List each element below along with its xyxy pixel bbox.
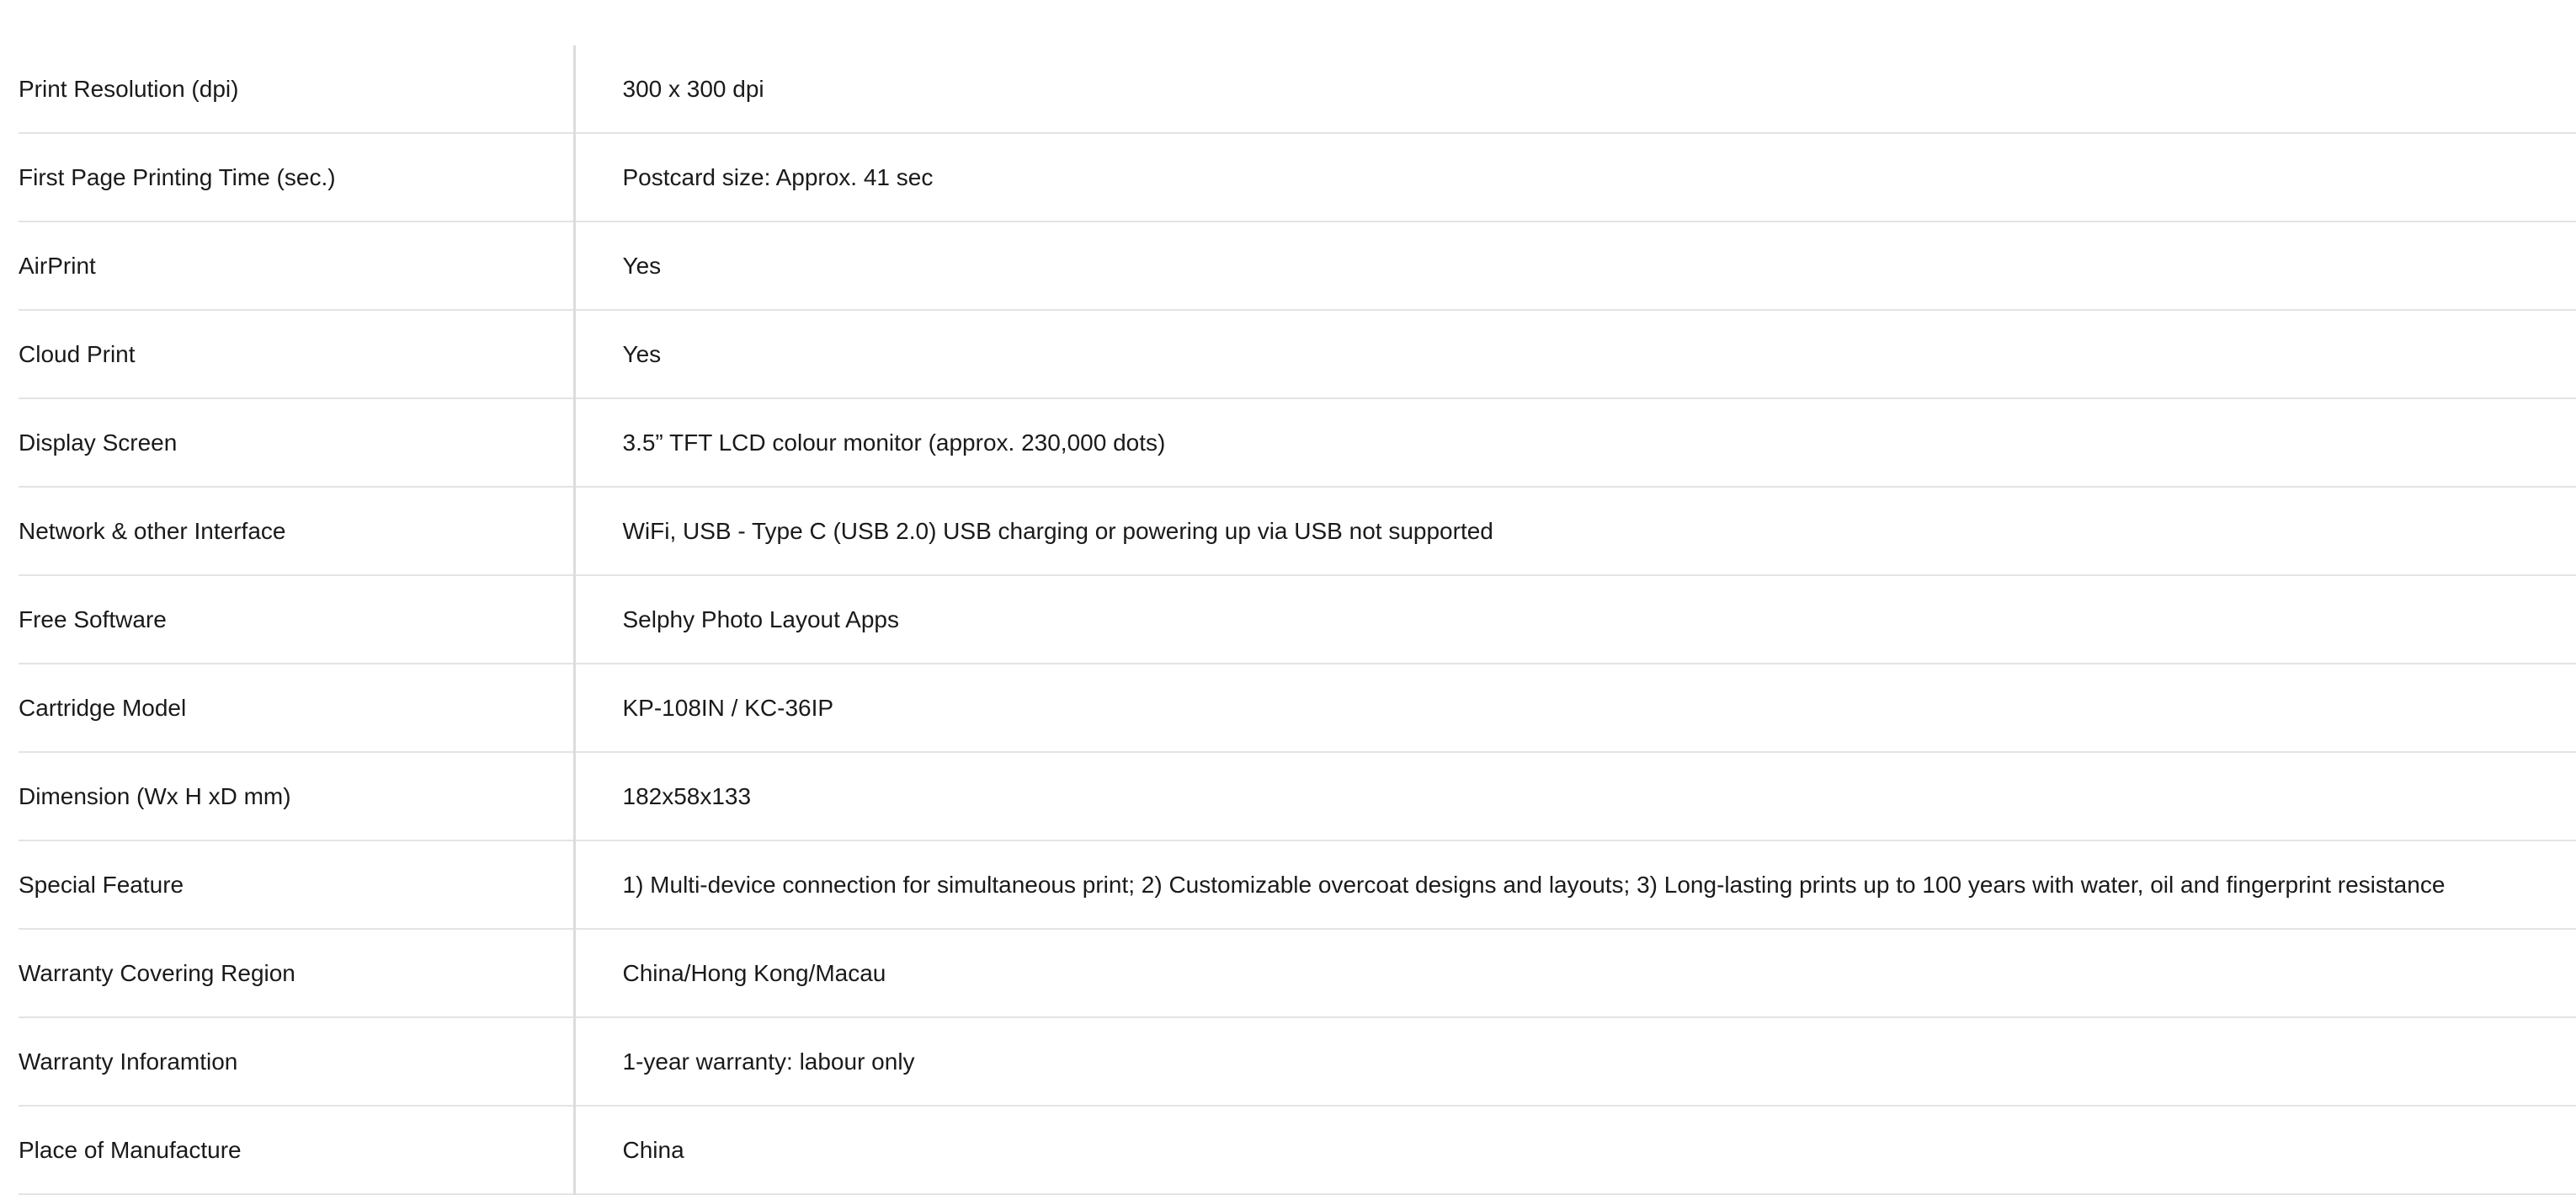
spec-label: AirPrint bbox=[19, 221, 574, 310]
spec-row-cloud-print bbox=[19, 310, 2576, 398]
spec-value: 1) Multi-device connection for simultaneous print; 2) Customizable overcoat designs and layouts; 3) Long-lasting prints up to 100 years with water, oil and fingerprint resistance bbox=[574, 840, 2576, 929]
spec-label: Display Screen bbox=[19, 398, 574, 487]
spec-label: Place of Manufacture bbox=[19, 1106, 574, 1194]
spec-row-display-screen bbox=[19, 398, 2576, 487]
spec-label: Special Feature bbox=[19, 840, 574, 929]
spec-label: Warranty Covering Region bbox=[19, 929, 574, 1017]
spec-value: 3.5” TFT LCD colour monitor (approx. 230,000 dots) bbox=[574, 398, 2576, 487]
spec-value: Postcard size: Approx. 41 sec bbox=[574, 133, 2576, 221]
spec-value: China/Hong Kong/Macau bbox=[574, 929, 2576, 1017]
spec-row-warranty-region bbox=[19, 929, 2576, 1017]
spec-row-cartridge-model bbox=[19, 664, 2576, 752]
spec-value: China bbox=[574, 1106, 2576, 1194]
spec-row-dimension bbox=[19, 752, 2576, 840]
spec-label: Cartridge Model bbox=[19, 664, 574, 752]
spec-table-body bbox=[19, 45, 2576, 1194]
spec-row-warranty-information bbox=[19, 1017, 2576, 1106]
spec-row-free-software bbox=[19, 575, 2576, 664]
spec-value: 182x58x133 bbox=[574, 752, 2576, 840]
spec-row-network-interface bbox=[19, 487, 2576, 575]
spec-label: First Page Printing Time (sec.) bbox=[19, 133, 574, 221]
spec-value: Selphy Photo Layout Apps bbox=[574, 575, 2576, 664]
spec-row-first-page-time bbox=[19, 133, 2576, 221]
spec-value: 300 x 300 dpi bbox=[574, 45, 2576, 133]
spec-value: 1-year warranty: labour only bbox=[574, 1017, 2576, 1106]
spec-table bbox=[19, 45, 2576, 1195]
spec-value: Yes bbox=[574, 310, 2576, 398]
spec-row-airprint bbox=[19, 221, 2576, 310]
spec-value: Yes bbox=[574, 221, 2576, 310]
spec-row-special-feature bbox=[19, 840, 2576, 929]
spec-value: KP-108IN / KC-36IP bbox=[574, 664, 2576, 752]
spec-label: Warranty Inforamtion bbox=[19, 1017, 574, 1106]
spec-label: Network & other Interface bbox=[19, 487, 574, 575]
spec-row-print-resolution bbox=[19, 45, 2576, 133]
spec-label: Cloud Print bbox=[19, 310, 574, 398]
spec-label: Print Resolution (dpi) bbox=[19, 45, 574, 133]
spec-label: Dimension (Wx H xD mm) bbox=[19, 752, 574, 840]
spec-label: Free Software bbox=[19, 575, 574, 664]
spec-value: WiFi, USB - Type C (USB 2.0) USB charging or powering up via USB not supported bbox=[574, 487, 2576, 575]
spec-row-place-of-manufacture bbox=[19, 1106, 2576, 1194]
